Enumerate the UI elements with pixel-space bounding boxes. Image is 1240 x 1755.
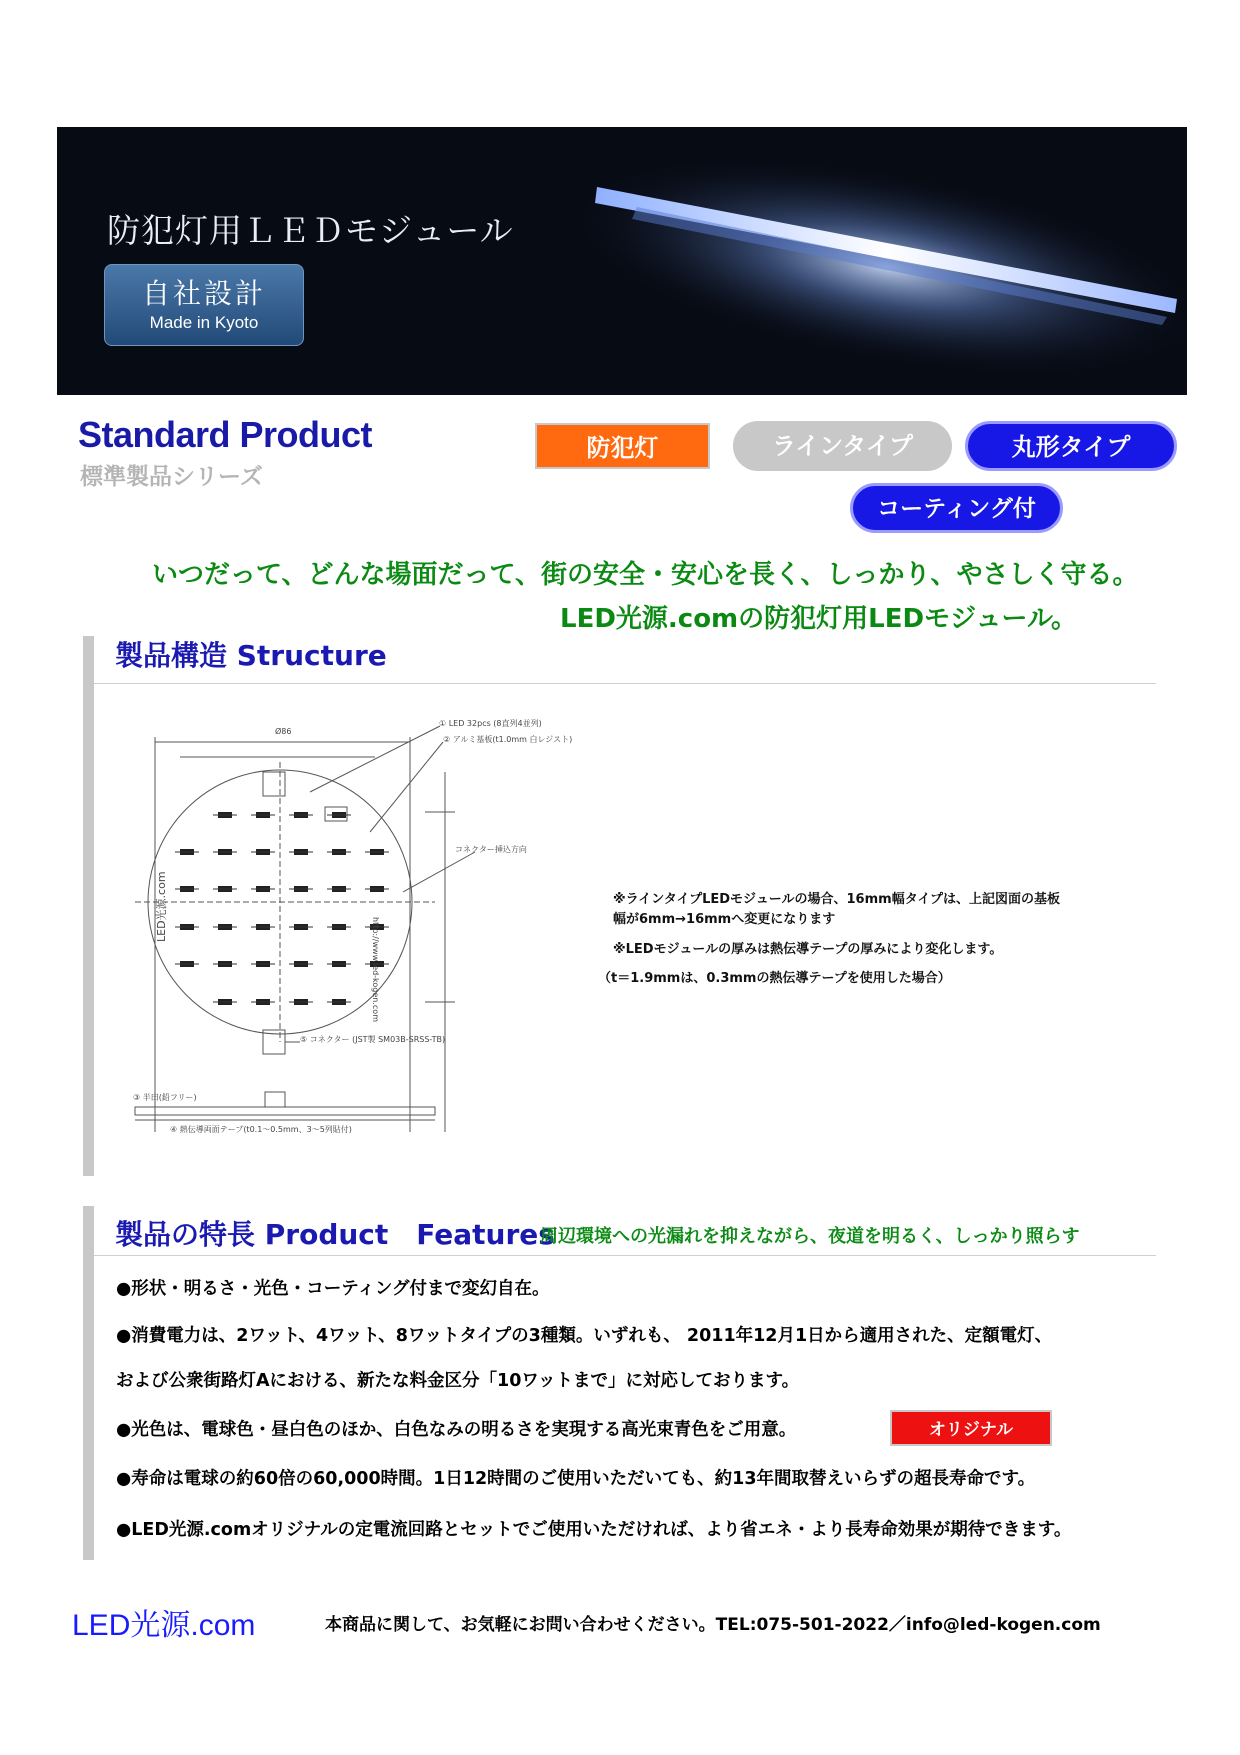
structure-divider: [94, 683, 1156, 684]
footer-logo: LED光源.com: [72, 1609, 256, 1642]
badge-en-label: Made in Kyoto: [149, 313, 259, 332]
features-subtitle: 周辺環境への光漏れを抑えながら、夜道を明るく、しっかり照らす: [540, 1226, 1080, 1247]
tag-bouhan: 防犯灯: [535, 423, 710, 469]
drawing-url: http://www.led-kogen.com: [371, 917, 380, 1022]
tag-round-type: 丸形タイプ: [965, 421, 1177, 471]
product-subtitle: 標準製品シリーズ: [80, 464, 263, 490]
feature-item: ●光色は、電球色・昼白色のほか、白色なみの明るさを実現する高光束青色をご用意。: [116, 1420, 797, 1440]
badge-jp-label: 自社設計: [141, 277, 266, 310]
features-section-bar: [83, 1206, 94, 1560]
hero-banner: [57, 127, 1187, 395]
feature-item: ●寿命は電球の約60倍の60,000時間。1日12時間のご使用いただいても、約13年間取替えいらずの超長寿命です。: [116, 1469, 1036, 1489]
drawing-callout-2: ② アルミ基板(t1.0mm 白レジスト): [443, 735, 573, 744]
slogan-line-2: LED光源.comの防犯灯用LEDモジュール。: [560, 604, 1077, 634]
features-divider: [94, 1255, 1156, 1256]
drawing-callout-1: ① LED 32pcs (8直列4並列): [439, 719, 542, 728]
structure-note-2: 幅が6mm→16mmへ変更になります: [613, 912, 836, 927]
structure-title: 製品構造 Structure: [115, 639, 387, 672]
footer-contact: 本商品に関して、お気軽にお問い合わせください。TEL:075-501-2022／info@led-kogen.com: [325, 1615, 1101, 1635]
led-grid: [175, 812, 389, 1005]
hero-title: 防犯灯用ＬＥＤモジュール: [107, 211, 514, 250]
led-light-image: [577, 147, 1187, 387]
drawing-label-2: コネクター挿込方向: [455, 845, 527, 854]
made-in-kyoto-badge: [104, 264, 304, 346]
product-title: Standard Product: [78, 414, 373, 455]
tag-line-type: ラインタイプ: [733, 421, 952, 471]
slogan-line-1: いつだって、どんな場面だって、街の安全・安心を長く、しっかり、やさしく守る。: [152, 560, 1139, 590]
drawing-callout-5: ④ 熱伝導両面テープ(t0.1〜0.5mm、3〜5列貼付): [170, 1125, 352, 1134]
features-title: 製品の特長 Product Features: [115, 1218, 555, 1251]
structure-note-4: （t＝1.9mmは、0.3mmの熱伝導テープを使用した場合）: [598, 971, 951, 986]
structure-note-1: ※ラインタイプLEDモジュールの場合、16mm幅タイプは、上記図面の基板: [613, 892, 1061, 907]
feature-item: ●LED光源.comオリジナルの定電流回路とセットでご使用いただければ、より省エネ・より長寿命効果が期待できます。: [116, 1520, 1072, 1540]
drawing-callout-4: ③ 半田(鉛フリー): [133, 1093, 197, 1102]
original-badge: オリジナル: [890, 1410, 1052, 1446]
feature-item: および公衆街路灯Aにおける、新たな料金区分「10ワットまで」に対応しております。: [116, 1371, 800, 1391]
tag-coating: コーティング付: [850, 483, 1063, 533]
feature-item: ●形状・明るさ・光色・コーティング付まで変幻自在。: [116, 1279, 550, 1299]
drawing-diameter: Ø86: [275, 727, 292, 736]
drawing-brand: LED光源.com: [155, 871, 168, 942]
structure-section-bar: [83, 636, 94, 1176]
structure-note-3: ※LEDモジュールの厚みは熱伝導テープの厚みにより変化します。: [613, 942, 1003, 957]
feature-item: ●消費電力は、2ワット、4ワット、8ワットタイプの3種類。いずれも、 2011年12月1日から適用された、定額電灯、: [116, 1326, 1053, 1346]
structure-drawing: [125, 712, 585, 1168]
drawing-callout-3: ⑤ コネクター (JST製 SM03B-SRSS-TB): [300, 1035, 446, 1044]
